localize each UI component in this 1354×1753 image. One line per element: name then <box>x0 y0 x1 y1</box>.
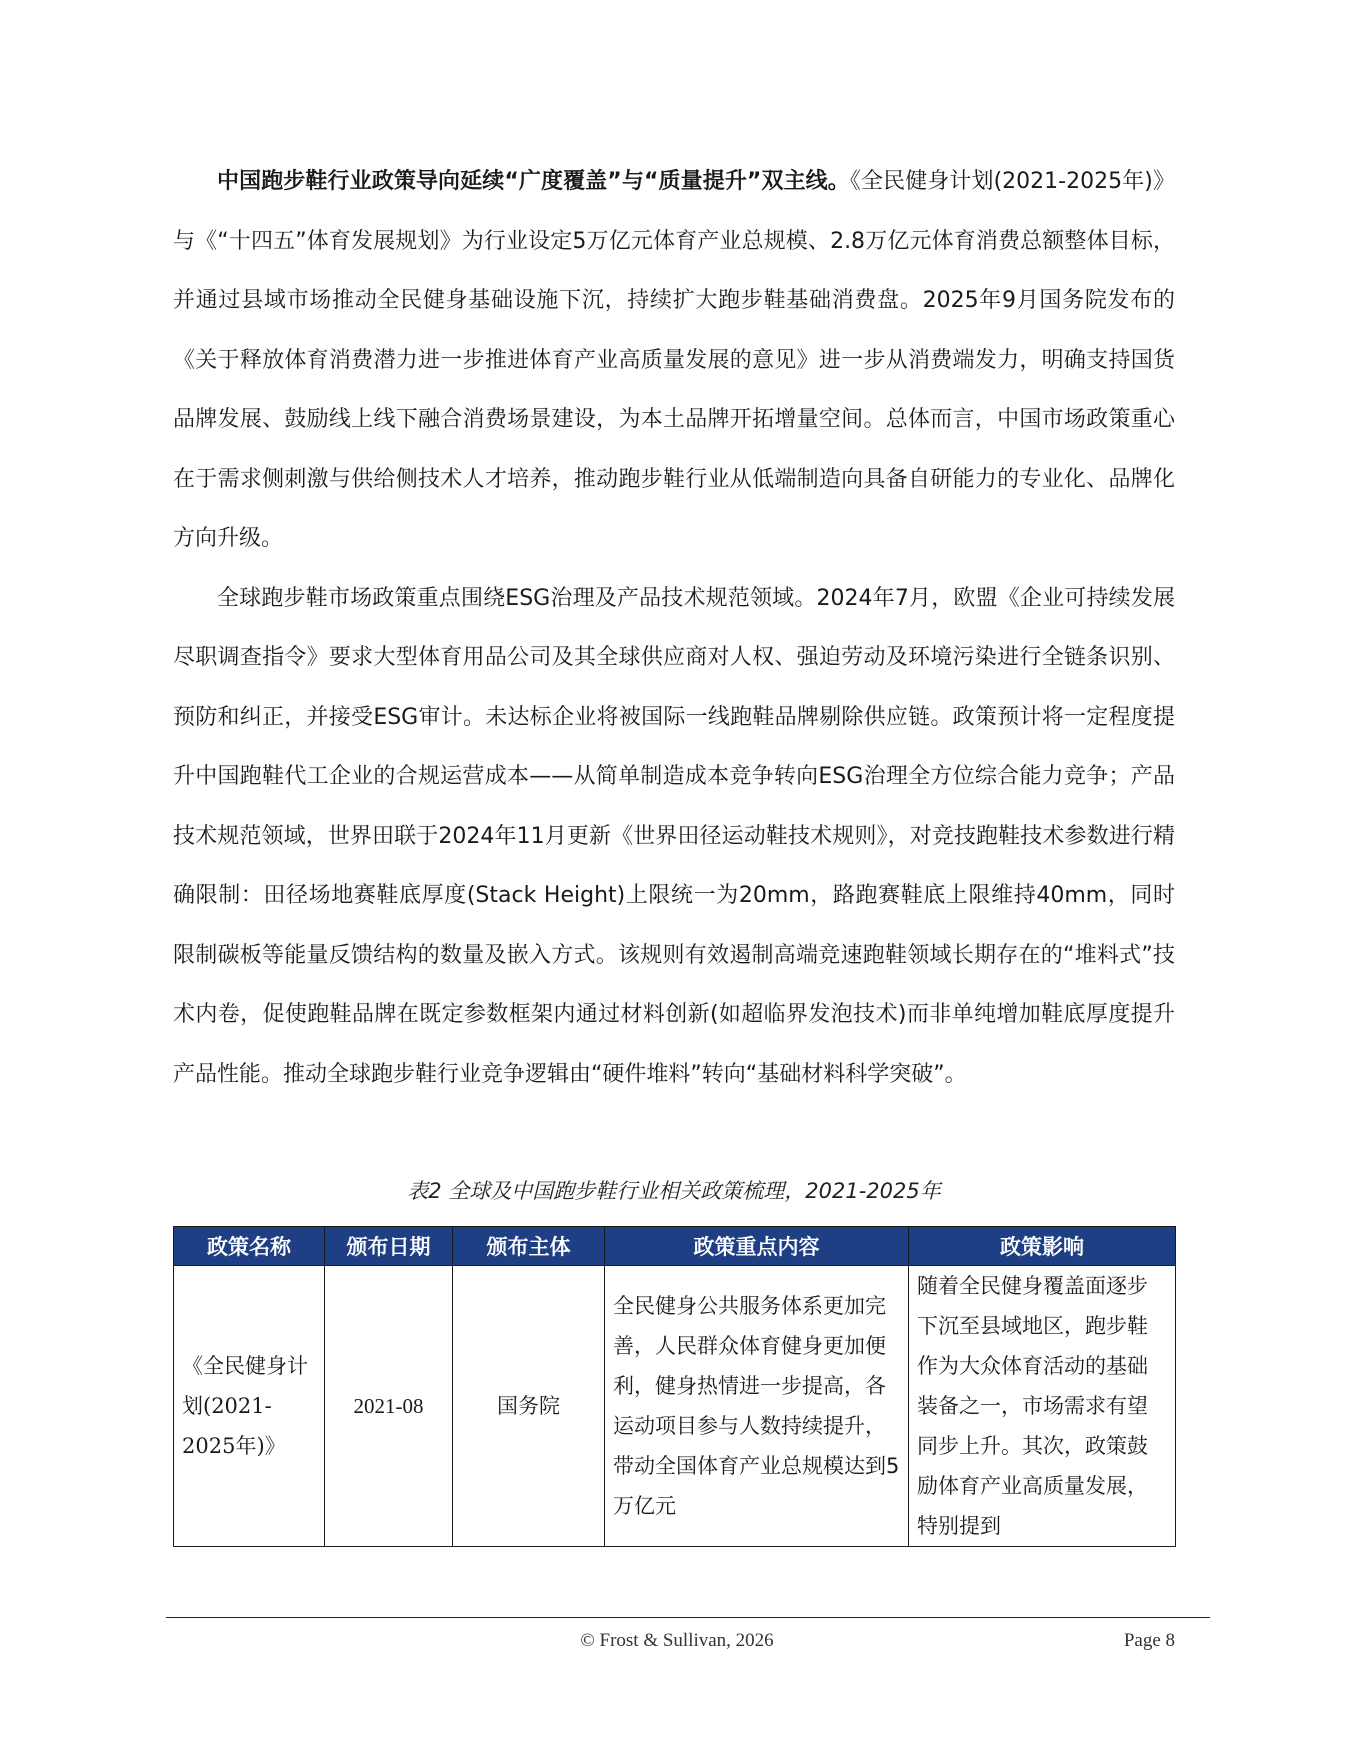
header-issuer: 颁布主体 <box>453 1227 605 1266</box>
footer-copyright: © Frost & Sullivan, 2026 <box>580 1630 774 1651</box>
header-policy-name: 政策名称 <box>174 1227 325 1266</box>
paragraph-lead: 中国跑步鞋行业政策导向延续“广度覆盖”与“质量提升”双主线。 <box>217 169 850 194</box>
header-issue-date: 颁布日期 <box>325 1227 453 1266</box>
header-key-content: 政策重点内容 <box>605 1227 909 1266</box>
footer-page-number: Page 8 <box>1123 1630 1175 1651</box>
cell-issue-date: 2021-08 <box>325 1266 453 1547</box>
policy-table <box>173 1226 1176 1547</box>
table-row <box>174 1266 1176 1547</box>
paragraph-text: 《全民健身计划(2021-2025年)》与《“十四五”体育发展规划》为行业设定5万亿元体育产业总规模、2.8万亿元体育消费总额整体目标，并通过县域市场推动全民健身基础设施下沉，持续扩大跑步鞋基础消费盘。2025年9月国务院发布的《关于释放体育消费潜力进一步推进体育产业高质量发展的意见》进一步从消费端发力，明确支持国货品牌发展、鼓励线上线下融合消费场景建设，为本土品牌开拓增量空间。总体而言，中国市场政策重心在于需求侧刺激与供给侧技术人才培养，推动跑步鞋行业从低端制造向具备自研能力的专业化、品牌化方向升级。 <box>173 169 1175 551</box>
body-text <box>173 152 1175 1104</box>
header-impact: 政策影响 <box>909 1227 1176 1266</box>
footer-divider <box>166 1617 1210 1618</box>
cell-impact: 随着全民健身覆盖面逐步下沉至县域地区，跑步鞋作为大众体育活动的基础装备之一，市场需求有望同步上升。其次，政策鼓励体育产业高质量发展，特别提到 <box>909 1266 1176 1547</box>
table-header-row <box>174 1227 1176 1266</box>
paragraph-china-policy <box>173 152 1175 569</box>
cell-key-content: 全民健身公共服务体系更加完善，人民群众体育健身更加便利，健身热情进一步提高，各运动项目参与人数持续提升，带动全国体育产业总规模达到5万亿元 <box>605 1266 909 1547</box>
table-caption: 表2 全球及中国跑步鞋行业相关政策梳理，2021-2025年 <box>407 1179 941 1203</box>
cell-policy-name: 《全民健身计划(2021-2025年)》 <box>174 1266 325 1547</box>
cell-issuer: 国务院 <box>453 1266 605 1547</box>
paragraph-global-policy <box>173 569 1175 1105</box>
paragraph-text: 全球跑步鞋市场政策重点围绕ESG治理及产品技术规范领域。2024年7月，欧盟《企业可持续发展尽职调查指令》要求大型体育用品公司及其全球供应商对人权、强迫劳动及环境污染进行全链条识别、预防和纠正，并接受ESG审计。未达标企业将被国际一线跑鞋品牌剔除供应链。政策预计将一定程度提升中国跑鞋代工企业的合规运营成本——从简单制造成本竞争转向ESG治理全方位综合能力竞争；产品技术规范领域，世界田联于2024年11月更新《世界田径运动鞋技术规则》，对竞技跑鞋技术参数进行精确限制：田径场地赛鞋底厚度(Stack Height)上限统一为20mm，路跑赛鞋底上限维持40mm，同时限制碳板等能量反馈结构的数量及嵌入方式。该规则有效遏制高端竞速跑鞋领域长期存在的“堆料式”技术内卷，促使跑鞋品牌在既定参数框架内通过材料创新(如超临界发泡技术)而非单纯增加鞋底厚度提升产品性能。推动全球跑步鞋行业竞争逻辑由“硬件堆料”转向“基础材料科学突破”。 <box>173 585 1175 1087</box>
